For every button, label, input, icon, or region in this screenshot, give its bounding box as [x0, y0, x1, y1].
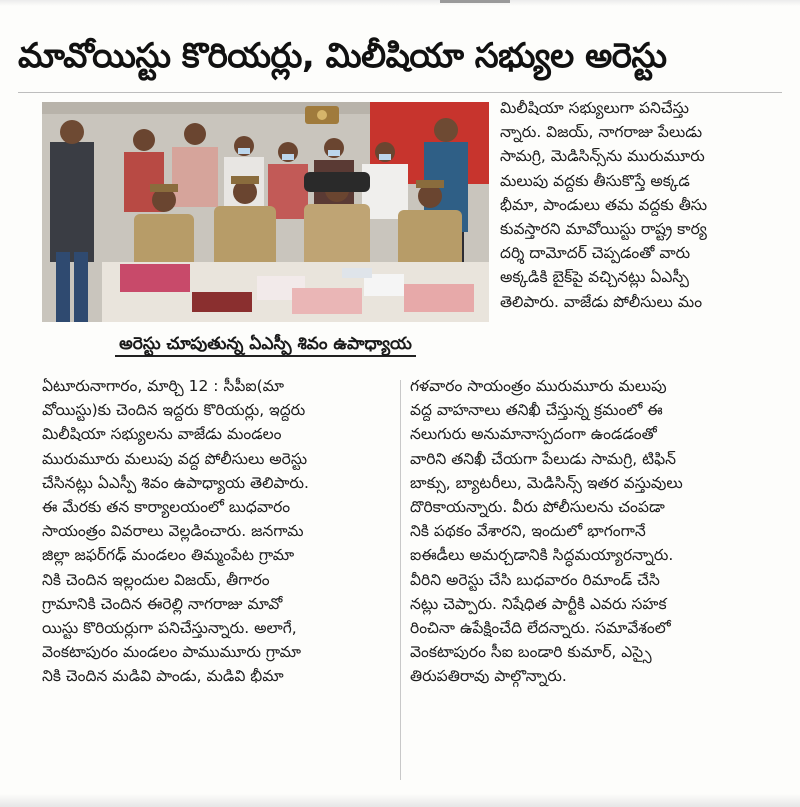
- text-line: గళవారం సాయంత్రం మురుమూరు మలుపు: [410, 377, 667, 395]
- photo-caption: [42, 322, 489, 368]
- office-chair: [304, 172, 370, 192]
- text-line: నికి పథకం వేశారని, ఇందులో భాగంగానే: [410, 522, 646, 541]
- text-line: బాక్సు, బ్యాటరీలు, మెడిసిన్స్ ఇతర వస్తువులు: [410, 473, 683, 492]
- text-line: వెంకటాపురం మండలం పాముమూరు గ్రామా: [42, 643, 302, 662]
- text-line: యిస్టు కొరియర్లుగా పనిచేస్తున్నారు. అలాగే,: [42, 618, 297, 637]
- text-line: నికి చెందిన మడివి పాండు, మడివి భీమా: [42, 667, 284, 686]
- text-line: తెలిపారు. వాజేడు పోలీసులు మం: [500, 292, 703, 311]
- caption-text: అరెస్టు చూపుతున్న ఏఎస్పీ శివం ఉపాధ్యాయ: [115, 333, 416, 357]
- text-line: భీమా, పాండులు తమ వద్దకు తీసు: [500, 195, 708, 214]
- page-top-mark: [440, 0, 510, 3]
- page-bottom-edge: [0, 794, 800, 807]
- text-line: నలుగురు అనుమానాస్పదంగా ఉండడంతో: [410, 425, 657, 444]
- page-top-edge: [0, 0, 800, 6]
- text-line: న్నారు. విజయ్, నాగరాజు పేలుడు: [500, 123, 703, 142]
- headline: మావోయిస్టు కొరియర్లు, మిలీషియా సభ్యుల అరెస్టు: [18, 36, 667, 76]
- article-column-left: [42, 374, 392, 785]
- text-line: వద్ద వాహనాలు తనిఖీ చేస్తున్న క్రమంలో ఈ: [410, 401, 663, 420]
- text-line: జిల్లా జఫర్‌గఢ్ మండలం తిమ్మంపేట గ్రామా: [42, 546, 295, 565]
- text-line: నట్లు చెప్పారు. నిషేధిత పార్టీకి ఎవరు సహక: [410, 594, 667, 613]
- text-line: చేసినట్లు ఏఎస్పీ శివం ఉపాధ్యాయ తెలిపారు.: [42, 473, 309, 492]
- text-line: దొరికాయన్నారు. వీరు పోలీసులను చంపడా: [410, 497, 665, 516]
- text-line: నికి చెందిన ఇల్లందుల విజయ్, తీగారం: [42, 570, 270, 589]
- text-line: ఐఈడీలు అమర్చడానికి సిద్ధమయ్యారన్నారు.: [410, 546, 674, 565]
- text-line: అక్కడికి బైక్‌పై వచ్చినట్లు ఏఎస్పీ: [500, 268, 689, 287]
- text-line: దర్శి దామోదర్ చెప్పడంతో వారు: [500, 244, 691, 263]
- text-line: తిరుపతిరావు పాల్గొన్నారు.: [410, 667, 567, 686]
- column-divider: [400, 380, 401, 780]
- text-line: వీరిని అరెస్టు చేసి బుధవారం రిమాండ్ చేసి: [410, 570, 660, 589]
- text-line: మిలీషియా సభ్యులుగా పనిచేస్తు: [500, 99, 689, 117]
- text-line: ఈ మేరకు తన కార్యాలయంలో బుధవారం: [42, 497, 291, 516]
- text-line: రించినా ఉపేక్షించేది లేదన్నారు. సమావేశంలో: [410, 618, 671, 637]
- dateline-line: ఏటూరునాగారం, మార్చి 12 : సీపీఐ(మా: [42, 377, 285, 395]
- news-photo: [42, 102, 489, 322]
- text-line: మురుమూరు మలుపు వద్ద పోలీసులు అరెస్టు: [42, 449, 308, 468]
- text-line: వెంకటాపురం సీఐ బండారి కుమార్, ఎస్సై: [410, 643, 652, 662]
- text-line: వోయిస్టు)కు చెందిన ఇద్దరు కొరియర్లు, ఇద్దరు: [42, 401, 306, 420]
- article-column-top: [500, 96, 782, 369]
- headline-rule: [18, 92, 782, 93]
- text-line: కువస్తారని మావోయిస్టు రాష్ట్ర కార్య: [500, 219, 707, 238]
- text-line: సాయంత్రం వివరాలు వెల్లడించారు. జనగామ: [42, 522, 304, 541]
- text-line: సామగ్రి, మెడిసిన్స్‌ను మురుమూరు: [500, 147, 705, 166]
- text-line: వారిని తనిఖీ చేయగా పేలుడు సామగ్రి, టిఫిన్: [410, 449, 676, 468]
- text-line: గ్రామానికి చెందిన ఈరెల్లి నాగరాజు మావో: [42, 594, 283, 613]
- article-column-right: [410, 374, 782, 785]
- text-line: మిలీషియా సభ్యులను వాజేడు మండలం: [42, 425, 282, 444]
- arrest-photo-illustration: [42, 102, 489, 322]
- text-line: మలుపు వద్దకు తీసుకొస్తే అక్కడ: [500, 171, 690, 190]
